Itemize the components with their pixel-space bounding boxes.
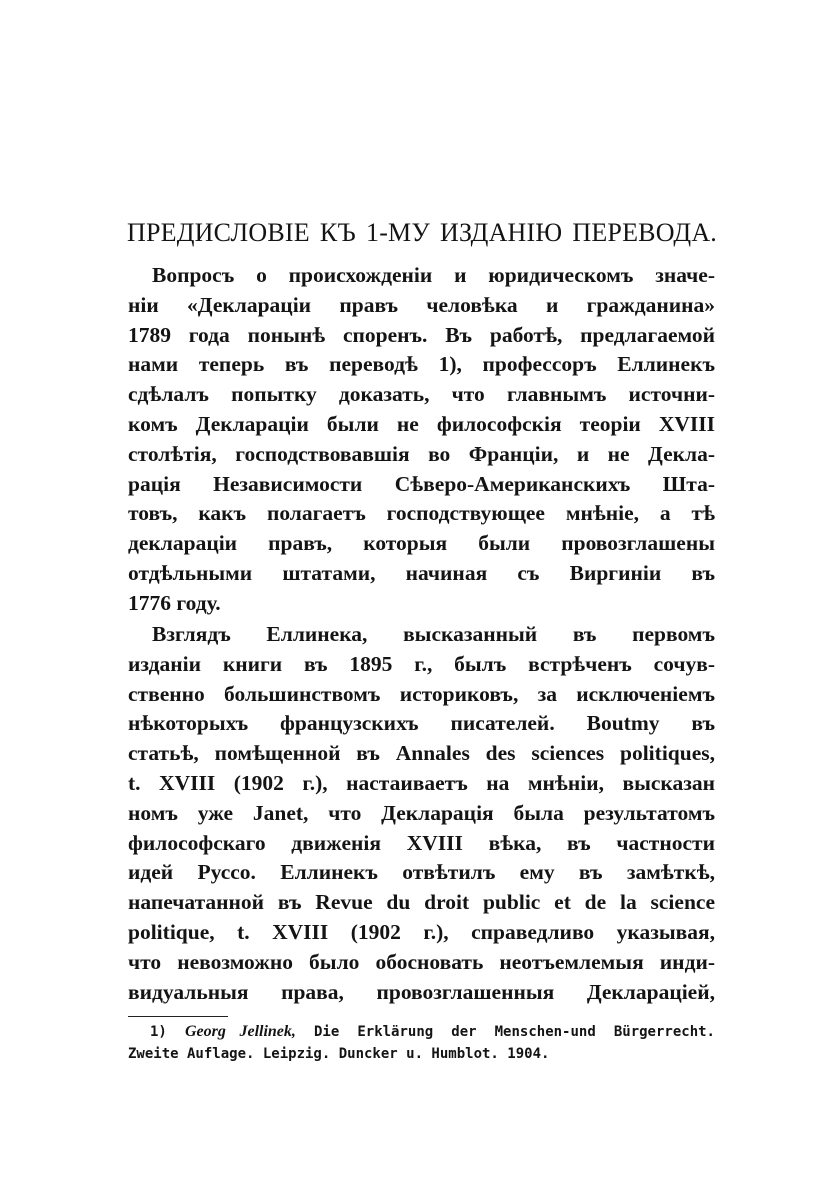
- footnote-title: Die Erklärung der Menschen-und Bürgerrecht.: [313, 1024, 715, 1040]
- text-line: ственно большинствомъ историковъ, за исключеніемъ: [128, 681, 715, 706]
- text-line: столѣтія, господствовавшія во Франціи, и не Декла-: [128, 441, 715, 466]
- text-line: отдѣльными штатами, начиная съ Виргиніи въ: [128, 560, 715, 585]
- text-line: номъ уже Janet, что Декларація была результатомъ: [128, 800, 715, 825]
- footnote-line-1: [128, 1020, 715, 1043]
- text-line: 1789 года понынѣ споренъ. Въ работѣ, предлагаемой: [128, 322, 715, 347]
- footnote: [128, 1020, 715, 1066]
- text-line: изданіи книги въ 1895 г., былъ встрѣченъ сочув-: [128, 651, 715, 676]
- footnote-marker: 1): [150, 1024, 167, 1040]
- text-line: нами теперь въ переводѣ 1), профессоръ Еллинекъ: [128, 352, 715, 377]
- text-line: товъ, какъ полагаетъ господствующее мнѣніе, а тѣ: [128, 501, 715, 526]
- text-line: философскаго движенія XVIII вѣка, въ частности: [128, 830, 715, 855]
- text-line: Вопросъ о происхожденіи и юридическомъ значе-: [152, 263, 715, 287]
- text-line: ніи «Деклараціи правъ человѣка и гражданина»: [128, 292, 715, 317]
- text-line: идей Руссо. Еллинекъ отвѣтилъ ему въ замѣткѣ,: [128, 860, 715, 885]
- footnote-line-2: Zweite Auflage. Leipzig. Duncker u. Humblot. 1904.: [128, 1046, 550, 1062]
- text-line: нѣкоторыхъ французскихъ писателей. Boutmy въ: [128, 711, 715, 736]
- text-line: рація Независимости Сѣверо-Американскихъ Шта-: [128, 471, 715, 496]
- text-line: t. XVIII (1902 г.), настаиваетъ на мнѣніи, высказан: [128, 770, 715, 795]
- text-line: что невозможно было обосновать неотъемлемыя инди-: [128, 949, 715, 974]
- text-line: деклараціи правъ, которыя были провозглашены: [128, 531, 715, 556]
- footnote-author: Georg Jellinek,: [184, 1023, 296, 1040]
- text-line: напечатанной въ Revue du droit public et de la science: [128, 890, 715, 915]
- paragraph-1: [128, 261, 715, 619]
- text-line: видуальныя права, провозглашенныя Деклараціей,: [128, 979, 715, 1004]
- footnote-divider: [128, 1016, 228, 1017]
- text-line: комъ Деклараціи были не философскія теоріи XVIII: [128, 411, 715, 436]
- text-line: сдѣлалъ попытку доказать, что главнымъ источни-: [128, 382, 715, 407]
- text-line: politique, t. XVIII (1902 г.), справедливо указывая,: [128, 919, 715, 944]
- text-line: статьѣ, помѣщенной въ Annales des sciences politiques,: [128, 741, 715, 766]
- text-line: Взглядъ Еллинека, высказанный въ первомъ: [152, 622, 715, 646]
- text-line: 1776 году.: [128, 590, 221, 615]
- page-title: ПРЕДИСЛОВІЕ КЪ 1-МУ ИЗДАНІЮ ПЕРЕВОДА.: [127, 218, 717, 247]
- paragraph-2: [128, 620, 715, 1007]
